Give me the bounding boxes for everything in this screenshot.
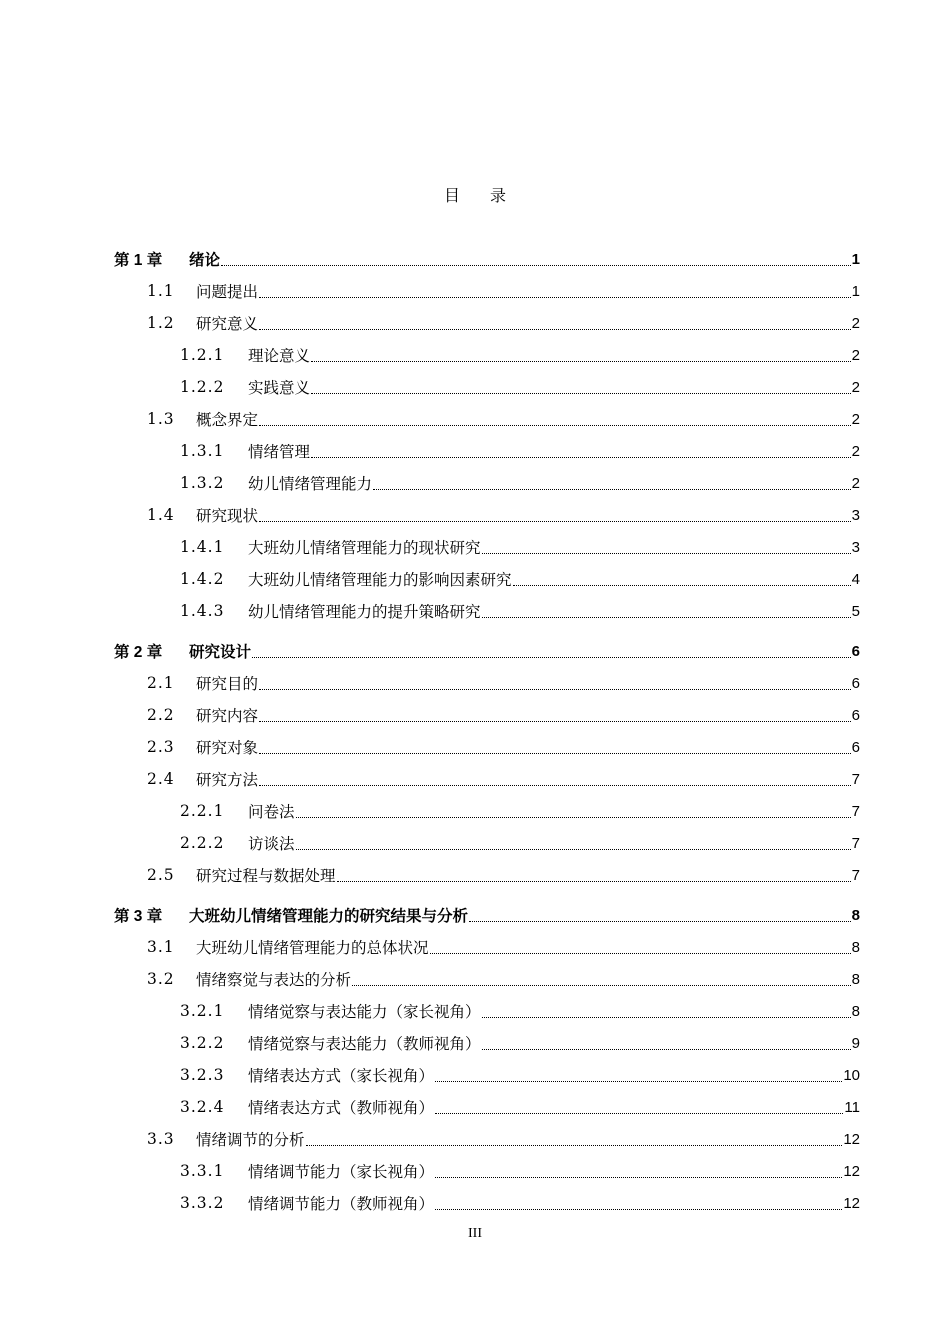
toc-leader-dots <box>430 953 851 954</box>
toc-leader-dots <box>482 553 851 554</box>
toc-entry-page: 7 <box>851 770 860 788</box>
toc-entry-label: 情绪调节的分析 <box>196 1131 305 1149</box>
toc-entry[interactable] <box>114 827 860 859</box>
toc-leader-dots <box>221 265 851 266</box>
toc-entry-page: 1 <box>851 250 860 268</box>
toc-leader-dots <box>469 921 851 922</box>
toc-entry-page: 2 <box>851 346 860 364</box>
toc-entry-number: 1.4.2 <box>180 570 225 588</box>
toc-entry-number: 1.1 <box>147 282 175 300</box>
toc-entry[interactable] <box>114 931 860 963</box>
toc-entry-page: 2 <box>851 378 860 396</box>
toc-entry[interactable] <box>114 339 860 371</box>
toc-entry-label: 研究意义 <box>196 315 259 333</box>
toc-entry-page: 7 <box>851 834 860 852</box>
toc-entry-label: 大班幼儿情绪管理能力的总体状况 <box>196 939 429 957</box>
toc-entry-page: 9 <box>851 1034 860 1052</box>
toc-entry[interactable] <box>114 635 860 667</box>
toc-leader-dots <box>482 1017 851 1018</box>
toc-entry-page: 11 <box>844 1098 860 1116</box>
toc-entry-label: 情绪调节能力（家长视角） <box>248 1163 435 1181</box>
toc-entry[interactable] <box>114 531 860 563</box>
toc-leader-dots <box>482 617 851 618</box>
toc-entry-number: 2.3 <box>147 738 175 756</box>
toc-entry[interactable] <box>114 563 860 595</box>
toc-entry-label: 大班幼儿情绪管理能力的研究结果与分析 <box>189 908 469 925</box>
toc-entry[interactable] <box>114 307 860 339</box>
toc-leader-dots <box>435 1177 842 1178</box>
toc-entry-number: 第 3 章 <box>114 908 163 925</box>
toc-entry-label: 研究设计 <box>189 644 252 661</box>
toc-entry[interactable] <box>114 963 860 995</box>
toc-entry[interactable] <box>114 499 860 531</box>
toc-entry-page: 3 <box>851 506 860 524</box>
toc-leader-dots <box>352 985 851 986</box>
toc-entry-page: 2 <box>851 474 860 492</box>
toc-entry[interactable] <box>114 1091 860 1123</box>
toc-entry-label: 研究过程与数据处理 <box>196 867 336 885</box>
toc-entry[interactable] <box>114 667 860 699</box>
toc-entry[interactable] <box>114 371 860 403</box>
toc-entry-number: 第 1 章 <box>114 252 163 269</box>
toc-entry-label: 幼儿情绪管理能力 <box>248 475 373 493</box>
toc-entry-number: 1.4.3 <box>180 602 225 620</box>
toc-leader-dots <box>259 721 851 722</box>
toc-entry-number: 2.5 <box>147 866 175 884</box>
toc-entry[interactable] <box>114 435 860 467</box>
toc-entry-label: 大班幼儿情绪管理能力的影响因素研究 <box>248 571 512 589</box>
toc-entry-label: 概念界定 <box>196 411 259 429</box>
toc-entry-page: 2 <box>851 314 860 332</box>
toc-entry-label: 情绪觉察与表达能力（家长视角） <box>248 1003 481 1021</box>
toc-entry-page: 8 <box>851 906 860 924</box>
toc-entry-page: 10 <box>843 1066 860 1084</box>
toc-entry[interactable] <box>114 403 860 435</box>
toc-entry-page: 6 <box>851 642 860 660</box>
toc-entry[interactable] <box>114 731 860 763</box>
toc-entry-page: 8 <box>851 938 860 956</box>
toc-leader-dots <box>435 1113 843 1114</box>
toc-entry-label: 情绪调节能力（教师视角） <box>248 1195 435 1213</box>
toc-entry-number: 1.3.1 <box>180 442 225 460</box>
toc-entry-number: 1.4 <box>147 506 175 524</box>
toc-leader-dots <box>259 689 851 690</box>
toc-entry-number: 1.3 <box>147 410 175 428</box>
toc-leader-dots <box>311 393 851 394</box>
toc-entry-label: 绪论 <box>189 252 221 269</box>
toc-entry-label: 访谈法 <box>248 835 295 853</box>
toc-title-right: 录 <box>490 186 507 205</box>
toc-entry-number: 第 2 章 <box>114 644 163 661</box>
toc-entry-number: 3.2.2 <box>180 1034 225 1052</box>
toc-entry-label: 情绪察觉与表达的分析 <box>196 971 352 989</box>
page-number: III <box>468 1226 482 1241</box>
toc-entry-number: 3.2.4 <box>180 1098 225 1116</box>
toc-leader-dots <box>259 753 851 754</box>
toc-leader-dots <box>435 1209 842 1210</box>
toc-entry-page: 3 <box>851 538 860 556</box>
toc-leader-dots <box>311 457 851 458</box>
toc-leader-dots <box>259 329 851 330</box>
toc-entry-number: 2.1 <box>147 674 175 692</box>
toc-entry-page: 5 <box>851 602 860 620</box>
toc-entry-page: 4 <box>851 570 860 588</box>
toc-entry[interactable] <box>114 467 860 499</box>
toc-leader-dots <box>435 1081 842 1082</box>
toc-entry-page: 8 <box>851 1002 860 1020</box>
toc-entry-label: 大班幼儿情绪管理能力的现状研究 <box>248 539 481 557</box>
toc-entry-page: 8 <box>851 970 860 988</box>
toc-title-left: 目 <box>443 186 460 205</box>
toc-leader-dots <box>252 657 851 658</box>
toc-leader-dots <box>259 425 851 426</box>
toc-entry-page: 6 <box>851 706 860 724</box>
toc-entry-page: 2 <box>851 442 860 460</box>
toc-entry[interactable] <box>114 699 860 731</box>
toc-entry-label: 情绪管理 <box>248 443 311 461</box>
toc-entry-number: 1.2.2 <box>180 378 225 396</box>
toc-entry[interactable] <box>114 1059 860 1091</box>
toc-entry[interactable] <box>114 243 860 275</box>
toc-entry-label: 问卷法 <box>248 803 295 821</box>
toc-entry[interactable] <box>114 859 860 891</box>
toc-leader-dots <box>259 785 851 786</box>
toc-entry-page: 2 <box>851 410 860 428</box>
toc-entry[interactable] <box>114 763 860 795</box>
toc-entry-number: 2.4 <box>147 770 175 788</box>
toc-leader-dots <box>482 1049 851 1050</box>
toc-entry-page: 12 <box>843 1130 860 1148</box>
toc-entry[interactable] <box>114 1187 860 1219</box>
toc-leader-dots <box>259 297 851 298</box>
toc-entry-number: 3.1 <box>147 938 175 956</box>
toc-entry-label: 幼儿情绪管理能力的提升策略研究 <box>248 603 481 621</box>
toc-entry-number: 3.3.2 <box>180 1194 225 1212</box>
toc-entry[interactable] <box>114 595 860 627</box>
toc-entry-label: 理论意义 <box>248 347 311 365</box>
toc-entry-label: 研究对象 <box>196 739 259 757</box>
toc-entry-page: 7 <box>851 866 860 884</box>
toc-entry-page: 12 <box>843 1162 860 1180</box>
toc-entry[interactable] <box>114 995 860 1027</box>
toc-entry-page: 1 <box>851 282 860 300</box>
toc-entry[interactable] <box>114 795 860 827</box>
toc-entry-page: 6 <box>851 674 860 692</box>
toc-entry-number: 3.2.1 <box>180 1002 225 1020</box>
toc-leader-dots <box>296 817 851 818</box>
toc-entry-page: 12 <box>843 1194 860 1212</box>
toc-entry-page: 7 <box>851 802 860 820</box>
toc-entry-number: 1.3.2 <box>180 474 225 492</box>
toc-leader-dots <box>259 521 851 522</box>
toc-entry[interactable] <box>114 275 860 307</box>
toc-entry-number: 1.4.1 <box>180 538 225 556</box>
toc-leader-dots <box>311 361 851 362</box>
toc-entry-label: 研究方法 <box>196 771 259 789</box>
toc-entry-number: 2.2.2 <box>180 834 225 852</box>
toc-entry-label: 情绪表达方式（教师视角） <box>248 1099 435 1117</box>
toc-entry[interactable] <box>114 1155 860 1187</box>
toc-leader-dots <box>373 489 851 490</box>
toc-entry-label: 研究目的 <box>196 675 259 693</box>
toc-entry-label: 情绪表达方式（家长视角） <box>248 1067 435 1085</box>
toc-entry-label: 情绪觉察与表达能力（教师视角） <box>248 1035 481 1053</box>
toc-entry-number: 3.3 <box>147 1130 175 1148</box>
toc-leader-dots <box>337 881 851 882</box>
toc-entry-number: 3.2.3 <box>180 1066 225 1084</box>
toc-leader-dots <box>306 1145 843 1146</box>
toc-entry-number: 2.2 <box>147 706 175 724</box>
toc-entry-number: 1.2 <box>147 314 175 332</box>
toc-leader-dots <box>296 849 851 850</box>
toc-entry-label: 研究现状 <box>196 507 259 525</box>
toc-entry-number: 3.3.1 <box>180 1162 225 1180</box>
toc-title <box>0 183 950 206</box>
toc-entry-number: 1.2.1 <box>180 346 225 364</box>
toc-entry-number: 2.2.1 <box>180 802 225 820</box>
toc-entry[interactable] <box>114 899 860 931</box>
toc-entry-label: 问题提出 <box>196 283 259 301</box>
toc-entry-label: 研究内容 <box>196 707 259 725</box>
toc-entry-page: 6 <box>851 738 860 756</box>
toc-entry[interactable] <box>114 1123 860 1155</box>
toc-entry-label: 实践意义 <box>248 379 311 397</box>
toc-entry[interactable] <box>114 1027 860 1059</box>
toc-entry-number: 3.2 <box>147 970 175 988</box>
toc-leader-dots <box>513 585 851 586</box>
